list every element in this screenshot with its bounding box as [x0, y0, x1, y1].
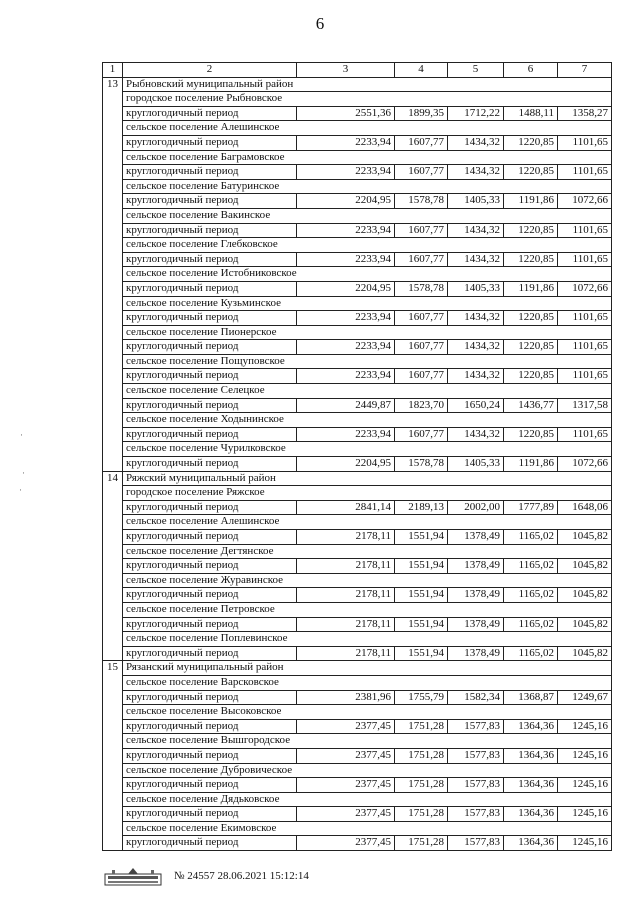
settlement-values-row — [103, 748, 612, 763]
value-cell: 2204,95 — [297, 457, 395, 472]
settlement-name: сельское поселение Батуринское — [123, 179, 612, 194]
period-label: круглогодичный период — [123, 617, 297, 632]
settlement-name: сельское поселение Дубровическое — [123, 763, 612, 778]
settlement-name: городское поселение Рыбновское — [123, 92, 612, 107]
value-cell: 1220,85 — [504, 369, 558, 384]
settlement-row — [103, 325, 612, 340]
document-registration-number: № 24557 28.06.2021 15:12:14 — [174, 870, 309, 882]
value-cell: 1405,33 — [448, 457, 504, 472]
value-cell: 1712,22 — [448, 106, 504, 121]
value-cell: 1368,87 — [504, 690, 558, 705]
value-cell: 1364,36 — [504, 836, 558, 851]
header-cell: 7 — [558, 63, 612, 78]
value-cell: 1551,94 — [395, 559, 448, 574]
value-cell: 2178,11 — [297, 588, 395, 603]
value-cell: 1249,67 — [558, 690, 612, 705]
settlement-name: сельское поселение Петровское — [123, 602, 612, 617]
value-cell: 1823,70 — [395, 398, 448, 413]
period-label: круглогодичный период — [123, 836, 297, 851]
value-cell: 2233,94 — [297, 369, 395, 384]
value-cell: 1751,28 — [395, 778, 448, 793]
settlement-name: сельское поселение Кузьминское — [123, 296, 612, 311]
settlement-row — [103, 486, 612, 501]
settlement-name: сельское поселение Пощуповское — [123, 354, 612, 369]
region-name: Рыбновский муниципальный район — [123, 77, 612, 92]
settlement-name: сельское поселение Дегтянское — [123, 544, 612, 559]
value-cell: 1577,83 — [448, 807, 504, 822]
period-label: круглогодичный период — [123, 530, 297, 545]
settlement-row — [103, 238, 612, 253]
period-label: круглогодичный период — [123, 457, 297, 472]
value-cell: 1101,65 — [558, 165, 612, 180]
settlement-row — [103, 632, 612, 647]
value-cell: 1436,77 — [504, 398, 558, 413]
settlement-name: сельское поселение Вышгородское — [123, 734, 612, 749]
settlement-values-row — [103, 223, 612, 238]
value-cell: 1220,85 — [504, 340, 558, 355]
settlement-values-row — [103, 194, 612, 209]
value-cell: 1578,78 — [395, 457, 448, 472]
value-cell: 1405,33 — [448, 194, 504, 209]
value-cell: 1101,65 — [558, 311, 612, 326]
value-cell: 1245,16 — [558, 778, 612, 793]
value-cell: 1165,02 — [504, 588, 558, 603]
value-cell: 1577,83 — [448, 836, 504, 851]
settlement-name: сельское поселение Журавинское — [123, 573, 612, 588]
value-cell: 1045,82 — [558, 530, 612, 545]
settlement-name: сельское поселение Алешинское — [123, 121, 612, 136]
page-number: 6 — [315, 14, 325, 33]
header-row — [103, 63, 612, 78]
settlement-values-row — [103, 807, 612, 822]
period-label: круглогодичный период — [123, 778, 297, 793]
value-cell: 1751,28 — [395, 719, 448, 734]
value-cell: 1358,27 — [558, 106, 612, 121]
value-cell: 1072,66 — [558, 281, 612, 296]
settlement-row — [103, 296, 612, 311]
settlement-row — [103, 763, 612, 778]
value-cell: 2377,45 — [297, 719, 395, 734]
period-label: круглогодичный период — [123, 690, 297, 705]
settlement-values-row — [103, 427, 612, 442]
value-cell: 2233,94 — [297, 252, 395, 267]
settlement-values-row — [103, 135, 612, 150]
settlement-values-row — [103, 398, 612, 413]
period-label: круглогодичный период — [123, 165, 297, 180]
scan-mark: · — [19, 485, 22, 495]
period-label: круглогодичный период — [123, 559, 297, 574]
value-cell: 2377,45 — [297, 836, 395, 851]
value-cell: 1607,77 — [395, 223, 448, 238]
value-cell: 1378,49 — [448, 617, 504, 632]
value-cell: 1899,35 — [395, 106, 448, 121]
value-cell: 1191,86 — [504, 457, 558, 472]
value-cell: 1101,65 — [558, 340, 612, 355]
tariff-table — [102, 62, 612, 851]
settlement-row — [103, 515, 612, 530]
value-cell: 1364,36 — [504, 807, 558, 822]
value-cell: 1045,82 — [558, 559, 612, 574]
settlement-name: сельское поселение Глебковское — [123, 238, 612, 253]
value-cell: 1607,77 — [395, 252, 448, 267]
region-row — [103, 661, 612, 676]
region-row — [103, 471, 612, 486]
value-cell: 1165,02 — [504, 646, 558, 661]
region-number: 13 — [103, 77, 123, 471]
value-cell: 1551,94 — [395, 530, 448, 545]
footer — [104, 862, 404, 892]
value-cell: 1378,49 — [448, 646, 504, 661]
settlement-values-row — [103, 457, 612, 472]
settlement-name: сельское поселение Пионерское — [123, 325, 612, 340]
period-label: круглогодичный период — [123, 194, 297, 209]
region-number: 14 — [103, 471, 123, 661]
value-cell: 2178,11 — [297, 559, 395, 574]
value-cell: 1607,77 — [395, 427, 448, 442]
settlement-name: сельское поселение Алешинское — [123, 515, 612, 530]
value-cell: 2233,94 — [297, 135, 395, 150]
value-cell: 1551,94 — [395, 646, 448, 661]
value-cell: 1101,65 — [558, 252, 612, 267]
period-label: круглогодичный период — [123, 719, 297, 734]
settlement-row — [103, 573, 612, 588]
settlement-name: городское поселение Ряжское — [123, 486, 612, 501]
period-label: круглогодичный период — [123, 748, 297, 763]
header-cell: 4 — [395, 63, 448, 78]
settlement-values-row — [103, 778, 612, 793]
value-cell: 1045,82 — [558, 646, 612, 661]
settlement-values-row — [103, 690, 612, 705]
settlement-row — [103, 821, 612, 836]
value-cell: 1582,34 — [448, 690, 504, 705]
settlement-values-row — [103, 719, 612, 734]
settlement-values-row — [103, 588, 612, 603]
settlement-values-row — [103, 340, 612, 355]
value-cell: 2551,36 — [297, 106, 395, 121]
settlement-row — [103, 150, 612, 165]
settlement-values-row — [103, 500, 612, 515]
value-cell: 1045,82 — [558, 588, 612, 603]
value-cell: 1101,65 — [558, 369, 612, 384]
period-label: круглогодичный период — [123, 646, 297, 661]
registry-stamp-logo — [104, 866, 162, 888]
value-cell: 1434,32 — [448, 311, 504, 326]
settlement-name: сельское поселение Екимовское — [123, 821, 612, 836]
scan-mark: · — [20, 430, 23, 440]
value-cell: 1650,24 — [448, 398, 504, 413]
settlement-name: сельское поселение Ходынинское — [123, 413, 612, 428]
settlement-values-row — [103, 165, 612, 180]
value-cell: 1648,06 — [558, 500, 612, 515]
value-cell: 1378,49 — [448, 559, 504, 574]
value-cell: 2178,11 — [297, 646, 395, 661]
settlement-values-row — [103, 646, 612, 661]
value-cell: 1578,78 — [395, 281, 448, 296]
settlement-name: сельское поселение Селецкое — [123, 384, 612, 399]
settlement-values-row — [103, 311, 612, 326]
value-cell: 1220,85 — [504, 135, 558, 150]
value-cell: 1191,86 — [504, 194, 558, 209]
value-cell: 1220,85 — [504, 252, 558, 267]
period-label: круглогодичный период — [123, 135, 297, 150]
value-cell: 2204,95 — [297, 281, 395, 296]
region-number: 15 — [103, 661, 123, 851]
period-label: круглогодичный период — [123, 588, 297, 603]
value-cell: 2377,45 — [297, 748, 395, 763]
value-cell: 1245,16 — [558, 719, 612, 734]
value-cell: 2189,13 — [395, 500, 448, 515]
value-cell: 1607,77 — [395, 165, 448, 180]
value-cell: 1378,49 — [448, 530, 504, 545]
header-cell: 6 — [504, 63, 558, 78]
value-cell: 2204,95 — [297, 194, 395, 209]
settlement-name: сельское поселение Варсковское — [123, 675, 612, 690]
value-cell: 1245,16 — [558, 807, 612, 822]
value-cell: 2178,11 — [297, 617, 395, 632]
settlement-name: сельское поселение Чурилковское — [123, 442, 612, 457]
value-cell: 1434,32 — [448, 369, 504, 384]
value-cell: 2178,11 — [297, 530, 395, 545]
settlement-values-row — [103, 836, 612, 851]
value-cell: 1434,32 — [448, 252, 504, 267]
settlement-row — [103, 675, 612, 690]
value-cell: 1101,65 — [558, 427, 612, 442]
value-cell: 1607,77 — [395, 369, 448, 384]
period-label: круглогодичный период — [123, 106, 297, 121]
value-cell: 1578,78 — [395, 194, 448, 209]
settlement-row — [103, 267, 612, 282]
settlement-row — [103, 413, 612, 428]
value-cell: 1488,11 — [504, 106, 558, 121]
settlement-values-row — [103, 252, 612, 267]
value-cell: 1607,77 — [395, 340, 448, 355]
settlement-name: сельское поселение Поплевинское — [123, 632, 612, 647]
value-cell: 2377,45 — [297, 778, 395, 793]
value-cell: 1101,65 — [558, 223, 612, 238]
settlement-name: сельское поселение Истобниковское — [123, 267, 612, 282]
value-cell: 2381,96 — [297, 690, 395, 705]
value-cell: 1220,85 — [504, 311, 558, 326]
settlement-row — [103, 384, 612, 399]
period-label: круглогодичный период — [123, 398, 297, 413]
value-cell: 2233,94 — [297, 311, 395, 326]
value-cell: 1072,66 — [558, 194, 612, 209]
period-label: круглогодичный период — [123, 427, 297, 442]
settlement-row — [103, 705, 612, 720]
value-cell: 1165,02 — [504, 530, 558, 545]
value-cell: 2233,94 — [297, 427, 395, 442]
value-cell: 1434,32 — [448, 427, 504, 442]
region-row — [103, 77, 612, 92]
settlement-row — [103, 734, 612, 749]
value-cell: 1755,79 — [395, 690, 448, 705]
settlement-row — [103, 544, 612, 559]
value-cell: 1364,36 — [504, 778, 558, 793]
settlement-row — [103, 121, 612, 136]
value-cell: 1777,89 — [504, 500, 558, 515]
settlement-row — [103, 602, 612, 617]
settlement-row — [103, 208, 612, 223]
period-label: круглогодичный период — [123, 281, 297, 296]
value-cell: 1751,28 — [395, 748, 448, 763]
period-label: круглогодичный период — [123, 369, 297, 384]
region-name: Рязанский муниципальный район — [123, 661, 612, 676]
period-label: круглогодичный период — [123, 223, 297, 238]
value-cell: 1434,32 — [448, 223, 504, 238]
settlement-name: сельское поселение Вакинское — [123, 208, 612, 223]
value-cell: 1245,16 — [558, 748, 612, 763]
value-cell: 1551,94 — [395, 588, 448, 603]
header-cell: 2 — [123, 63, 297, 78]
value-cell: 1165,02 — [504, 617, 558, 632]
settlement-row — [103, 354, 612, 369]
scan-mark: · — [22, 468, 25, 478]
period-label: круглогодичный период — [123, 311, 297, 326]
value-cell: 2002,00 — [448, 500, 504, 515]
settlement-name: сельское поселение Баграмовское — [123, 150, 612, 165]
value-cell: 1378,49 — [448, 588, 504, 603]
header-cell: 5 — [448, 63, 504, 78]
settlement-row — [103, 179, 612, 194]
value-cell: 2377,45 — [297, 807, 395, 822]
period-label: круглогодичный период — [123, 340, 297, 355]
value-cell: 1317,58 — [558, 398, 612, 413]
value-cell: 1751,28 — [395, 807, 448, 822]
value-cell: 1551,94 — [395, 617, 448, 632]
value-cell: 1045,82 — [558, 617, 612, 632]
value-cell: 1405,33 — [448, 281, 504, 296]
value-cell: 2233,94 — [297, 340, 395, 355]
settlement-values-row — [103, 106, 612, 121]
settlement-values-row — [103, 530, 612, 545]
value-cell: 1364,36 — [504, 748, 558, 763]
value-cell: 1607,77 — [395, 311, 448, 326]
value-cell: 1577,83 — [448, 719, 504, 734]
region-name: Ряжский муниципальный район — [123, 471, 612, 486]
settlement-values-row — [103, 369, 612, 384]
value-cell: 1364,36 — [504, 719, 558, 734]
value-cell: 1434,32 — [448, 340, 504, 355]
settlement-name: сельское поселение Дядьковское — [123, 792, 612, 807]
period-label: круглогодичный период — [123, 500, 297, 515]
value-cell: 2841,14 — [297, 500, 395, 515]
settlement-row — [103, 92, 612, 107]
value-cell: 2449,87 — [297, 398, 395, 413]
value-cell: 1577,83 — [448, 778, 504, 793]
settlement-name: сельское поселение Высоковское — [123, 705, 612, 720]
settlement-row — [103, 442, 612, 457]
settlement-values-row — [103, 617, 612, 632]
value-cell: 1434,32 — [448, 135, 504, 150]
value-cell: 1220,85 — [504, 427, 558, 442]
period-label: круглогодичный период — [123, 807, 297, 822]
value-cell: 1607,77 — [395, 135, 448, 150]
value-cell: 1751,28 — [395, 836, 448, 851]
period-label: круглогодичный период — [123, 252, 297, 267]
value-cell: 1220,85 — [504, 165, 558, 180]
value-cell: 1245,16 — [558, 836, 612, 851]
value-cell: 1434,32 — [448, 165, 504, 180]
header-cell: 1 — [103, 63, 123, 78]
header-cell: 3 — [297, 63, 395, 78]
value-cell: 2233,94 — [297, 165, 395, 180]
value-cell: 1191,86 — [504, 281, 558, 296]
value-cell: 1072,66 — [558, 457, 612, 472]
value-cell: 1220,85 — [504, 223, 558, 238]
settlement-row — [103, 792, 612, 807]
settlement-values-row — [103, 559, 612, 574]
value-cell: 1101,65 — [558, 135, 612, 150]
settlement-values-row — [103, 281, 612, 296]
value-cell: 1577,83 — [448, 748, 504, 763]
value-cell: 2233,94 — [297, 223, 395, 238]
value-cell: 1165,02 — [504, 559, 558, 574]
